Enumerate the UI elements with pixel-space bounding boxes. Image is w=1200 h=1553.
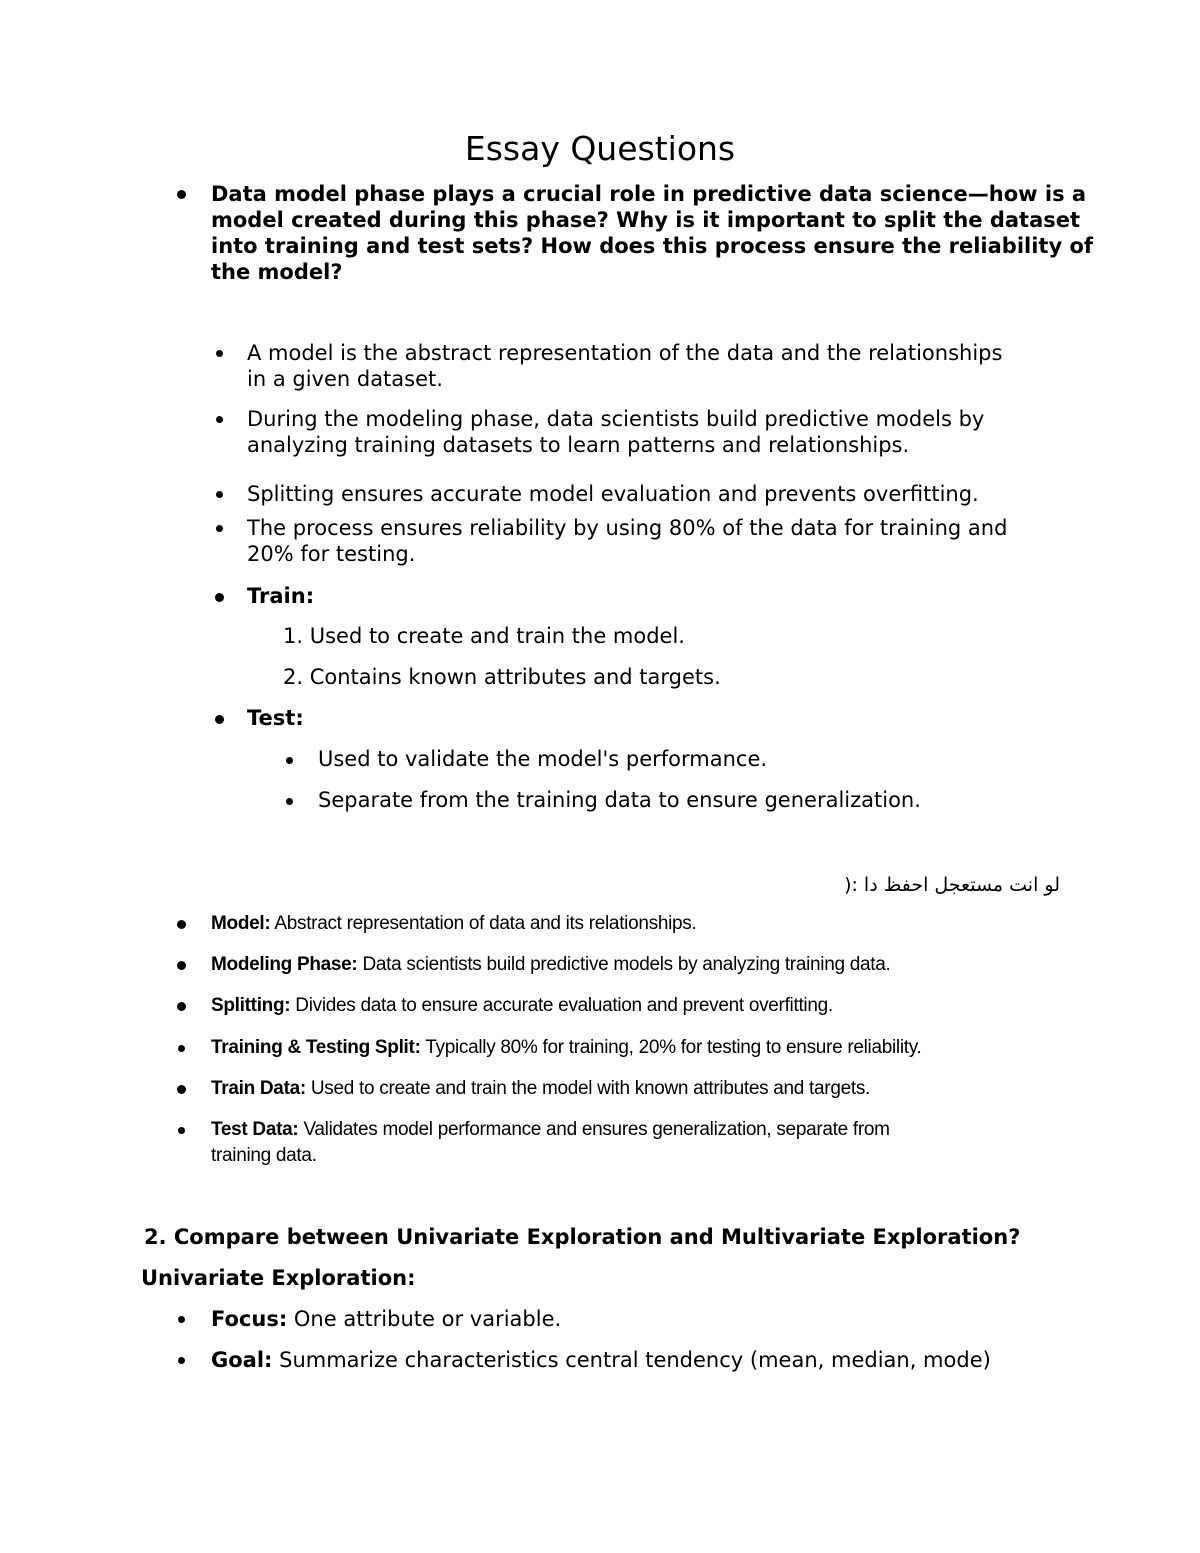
summary-item [211, 911, 696, 937]
univariate-term: Focus: [211, 1307, 288, 1331]
summary-text: Abstract representation of data and its relationships. [274, 913, 697, 934]
bullet-icon [216, 416, 223, 423]
summary-item [211, 1035, 922, 1061]
summary-term: Model: [211, 913, 271, 934]
summary-term: Splitting: [211, 995, 291, 1016]
bullet-icon [177, 961, 186, 970]
train-item: 2. Contains known attributes and targets. [283, 665, 721, 689]
question1-line: into training and test sets? How does this process ensure the reliability of [211, 234, 1094, 258]
page-title: Essay Questions [464, 129, 736, 168]
answer-line: The process ensures reliability by using 80% of the data for training and [247, 516, 1008, 540]
answer-line: During the modeling phase, data scientists build predictive models by [247, 407, 985, 431]
summary-term: Modeling Phase: [211, 954, 358, 975]
summary-text-continued: training data. [211, 1145, 317, 1166]
bullet-icon [177, 1002, 186, 1011]
univariate-term: Goal: [211, 1348, 273, 1372]
train-label: Train: [247, 584, 315, 608]
summary-text: Data scientists build predictive models by analyzing training data. [362, 954, 891, 975]
bullet-icon [286, 757, 293, 764]
test-item: Separate from the training data to ensure generalization. [318, 788, 921, 812]
train-item: 1. Used to create and train the model. [283, 624, 685, 648]
univariate-text: One attribute or variable. [293, 1307, 562, 1331]
summary-item [211, 993, 833, 1019]
summary-term: Training & Testing Split: [211, 1037, 421, 1058]
summary-term: Test Data: [211, 1119, 299, 1140]
answer-line: analyzing training datasets to learn patterns and relationships. [247, 433, 910, 457]
answer-line: Splitting ensures accurate model evaluation and prevents overfitting. [247, 482, 979, 506]
univariate-text: Summarize characteristics central tendency (mean, median, mode) [279, 1348, 991, 1372]
summary-item [211, 952, 890, 978]
bullet-icon [216, 350, 223, 357]
bullet-icon [216, 525, 223, 532]
bullet-icon [178, 1045, 185, 1052]
bullet-icon [177, 190, 186, 199]
summary-term: Train Data: [211, 1078, 306, 1099]
bullet-icon [177, 920, 186, 929]
summary-item [211, 1076, 870, 1102]
bullet-icon [286, 798, 293, 805]
univariate-item [211, 1347, 991, 1373]
test-label: Test: [247, 706, 304, 730]
arabic-note: لو انت مستعجل احفظ دا :( [844, 874, 1060, 896]
summary-text: Validates model performance and ensures generalization, separate from [303, 1119, 890, 1140]
univariate-heading: Univariate Exploration: [141, 1266, 416, 1290]
bullet-icon [215, 593, 224, 602]
test-item: Used to validate the model's performance. [318, 747, 768, 771]
univariate-item [211, 1306, 561, 1332]
bullet-icon [216, 491, 223, 498]
question2-heading: 2. Compare between Univariate Exploration and Multivariate Exploration? [144, 1225, 1021, 1249]
question1-line: model created during this phase? Why is it important to split the dataset [211, 208, 1081, 232]
summary-text: Used to create and train the model with known attributes and targets. [310, 1078, 871, 1099]
summary-text: Typically 80% for training, 20% for testing to ensure reliability. [425, 1037, 922, 1058]
bullet-icon [178, 1127, 185, 1134]
summary-text: Divides data to ensure accurate evaluation and prevent overfitting. [295, 995, 833, 1016]
bullet-icon [178, 1316, 185, 1323]
question1-line: Data model phase plays a crucial role in predictive data science—how is a [211, 182, 1087, 206]
answer-line: A model is the abstract representation of the data and the relationships [247, 341, 1003, 365]
bullet-icon [215, 715, 224, 724]
answer-line: 20% for testing. [247, 542, 416, 566]
answer-line: in a given dataset. [247, 367, 443, 391]
bullet-icon [178, 1357, 185, 1364]
summary-item [211, 1117, 890, 1143]
bullet-icon [177, 1085, 186, 1094]
question1-line: the model? [211, 260, 343, 284]
